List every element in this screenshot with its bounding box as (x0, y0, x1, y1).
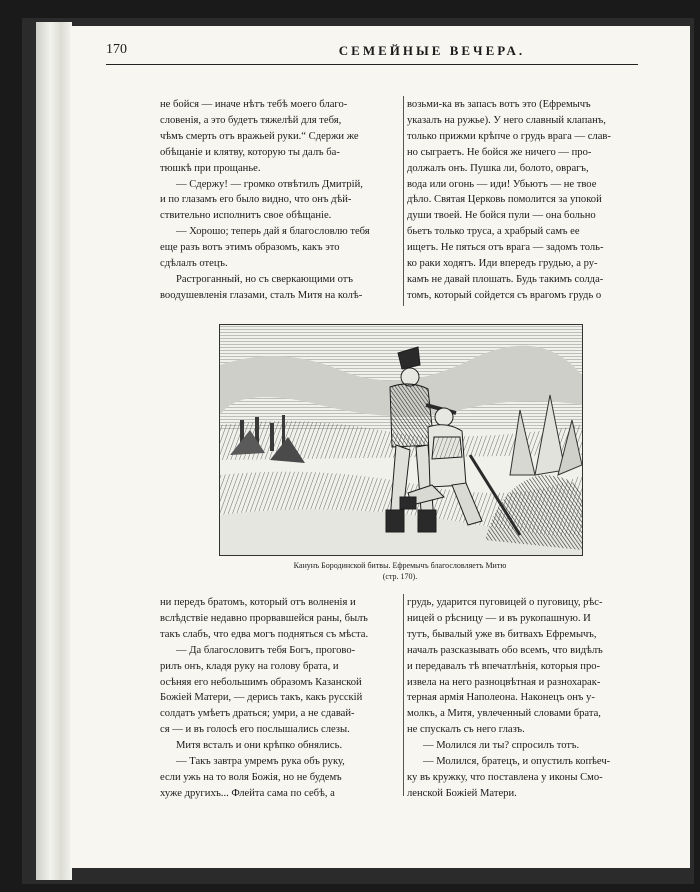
text-line: терная армія Наполеона. Наконецъ онъ у- (407, 692, 595, 704)
text-line: осѣняя его небольшимъ образомъ Казанской (160, 676, 362, 688)
text-line: грудь, ударится пуговицей о пуговицу, рѣс- (407, 597, 603, 608)
column-divider-bottom (403, 594, 404, 796)
text-line: хуже другихъ... Флейта сама по себѣ, а (160, 787, 335, 799)
text-line: рилъ онъ, кладя руку на голову брата, и (160, 660, 339, 672)
text-line: тюшкѣ при прощанье. (160, 162, 261, 174)
text-line: — Молился ли ты? спросилъ тотъ. (423, 740, 580, 752)
text-line: Растроганный, но съ сверкающими отъ (176, 273, 353, 285)
journal-title: СЕМЕЙНЫЕ ВЕЧЕРА. (338, 43, 526, 58)
caption-page-reference: (стр. 170). (382, 572, 418, 581)
text-line: вода или огонь — иди! Убьютъ — не твое (407, 178, 597, 190)
text-column-bottom-right (407, 595, 641, 802)
text-line: началъ разсказывать обо всемъ, что видѣлъ (407, 644, 603, 656)
text-column-top-right (407, 97, 641, 304)
caption-title: Канунъ Бородинской битвы. Ефремычъ благословляетъ Митю (293, 561, 507, 570)
text-line: словенія, а это будетъ тяжелѣй для тебя, (160, 114, 342, 126)
text-line: и по глазамъ его было видно, что онъ дѣй- (160, 194, 352, 206)
text-line: еще разъ вотъ этимъ образомъ, какъ это (160, 242, 340, 254)
text-line: души твоей. Не бойся пули — она больно (407, 210, 596, 222)
text-line: ницей о рѣсницу — и въ рукопашную. И (407, 612, 591, 624)
text-line: — Молился, братецъ, и опустилъ копѣеч- (423, 756, 611, 768)
text-line: чѣмъ смерть отъ вражьей руки.“ Сдержи же (160, 130, 359, 142)
text-line: — Сдержу! — громко отвѣтилъ Дмитрій, (176, 178, 363, 190)
text-column-bottom-left (160, 595, 400, 802)
text-line: дѣло. Святая Церковь помолится за упокой (407, 194, 602, 206)
text-line: бьетъ только труса, а храбрый самъ ее (407, 226, 580, 238)
text-line: камъ не давай плошать. Будь такимъ солда- (407, 273, 604, 285)
text-line: тутъ, бывалый уже въ битвахъ Ефремычъ, (407, 628, 597, 640)
text-line: воодушевленія глазами, сталъ Митя на колѣ- (160, 289, 363, 301)
text-line: молкъ, а Митя, увлеченный словами брата, (407, 708, 601, 720)
text-line: обѣщаніе и клятву, которую ты далъ ба- (160, 146, 340, 158)
book-page-edges (36, 22, 72, 880)
engraving-illustration (219, 324, 583, 556)
text-column-top-left (160, 97, 400, 304)
text-line: возьми-ка въ запасъ вотъ это (Ефремычъ (407, 99, 591, 110)
column-divider-top (403, 96, 404, 306)
battle-eve-engraving (220, 325, 582, 555)
text-line: но сыграетъ. Не бойся же ничего — про- (407, 146, 592, 158)
text-line: — Хорошо; теперь дай я благословлю тебя (176, 226, 370, 238)
text-line: ку въ кружку, что поставлена у иконы Смо- (407, 771, 603, 783)
text-line: должалъ онъ. Пушка ли, болото, оврагъ, (407, 162, 589, 174)
running-head (106, 40, 638, 65)
text-line: томъ, который сойдется съ врагомъ грудь о (407, 289, 602, 301)
text-line: ствительно исполнитъ свое обѣщаніе. (160, 210, 332, 222)
text-line: солдатъ умѣетъ драться; умри, а не сдавай- (160, 708, 355, 720)
page-number: 170 (106, 42, 127, 57)
text-line: не спускалъ съ него глазъ. (407, 724, 525, 736)
text-line: ленской Божіей Матери. (407, 787, 517, 799)
text-line: — Да благословитъ тебя Богъ, прогово- (176, 644, 356, 656)
text-line: извела на него разноцвѣтная и разнохарак- (407, 676, 601, 688)
illustration-caption (219, 560, 581, 582)
text-line: ищетъ. Не пяться отъ врага — задомъ толь- (407, 242, 604, 254)
text-line: вслѣдствіе недавно прорвавшейся раны, былъ (160, 612, 368, 624)
text-line: ко раки ходятъ. Иди впередъ грудью, а ру- (407, 258, 598, 270)
text-line: Божіей Матери, — дерись такъ, какъ русскій (160, 692, 363, 704)
text-line: указалъ на ружье). У него славный клапанъ, (407, 114, 606, 126)
text-line: не бойся — иначе нѣтъ тебѣ моего благо- (160, 99, 348, 110)
text-line: — Такъ завтра умремъ рука объ руку, (176, 756, 345, 768)
text-line: сдѣлалъ отецъ. (160, 258, 228, 270)
text-line: ся — и въ голосѣ его послышались слезы. (160, 724, 350, 736)
text-line: Митя всталъ и они крѣпко обнялись. (176, 740, 343, 752)
text-line: и передавалъ тѣ впечатлѣнія, которыя про- (407, 660, 601, 672)
text-line: только прижми крѣпче о грудь врага — слав- (407, 130, 611, 142)
text-line: такъ слабъ, что едва могъ подняться съ мѣста. (160, 628, 369, 640)
text-line: ни передъ братомъ, который отъ волненія и (160, 597, 356, 608)
text-line: если ужь на то воля Божія, но не будемъ (160, 771, 342, 783)
